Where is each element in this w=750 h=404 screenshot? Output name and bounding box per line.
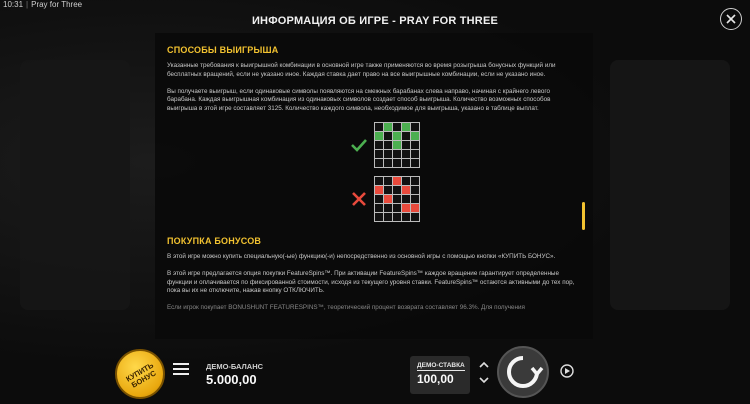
grid-cell [375, 195, 383, 203]
grid-cell [375, 186, 383, 194]
ways-paragraph-2: Вы получаете выигрыш, если одинаковые символы появляются на смежных барабанах слева направо, начиная с крайнего левого барабана. Каждая выигрышная комбинация из одинаковых символов создает способ выигрыша. Количество возможных способов выигрыша в этой игре составляет 3125. Количество каждого символа, необходимое для выигрыша, указано в таблице выплат. [167, 87, 551, 113]
grid-cell [402, 186, 410, 194]
menu-icon[interactable] [173, 363, 189, 377]
grid-cell [375, 141, 383, 149]
ways-paragraph-1: Указанные требования к выигрышной комбинации в основной игре также применяются во время розыгрыша бонусных функций или бесплатных вращений, если не указано иное. Каждая ставка дает право на все выигрышные комбинации, если не указано иное. [167, 62, 556, 78]
grid-cell [384, 150, 392, 158]
grid-cell [393, 141, 401, 149]
grid-cell [393, 132, 401, 140]
grid-cell [402, 132, 410, 140]
grid-cell [375, 213, 383, 221]
grid-cell [384, 177, 392, 185]
grid-cell [402, 141, 410, 149]
balance-value: 5.000,00 [206, 372, 257, 387]
grid-cell [411, 123, 419, 131]
grid-cell [384, 204, 392, 212]
chevron-down-icon[interactable] [478, 374, 490, 386]
spin-button[interactable] [497, 346, 549, 398]
buy-paragraph-2: В этой игре предлагается опция покупки FeatureSpins™. При активации FeatureSpins™ каждое вращение гарантирует определенные функции и оплачивается по фиксированной стоимости, исходя из текущего уровня ставки. FeatureSpins™ остаются активными до тех пор, пока вы их не отключите, нажав кнопку ОТКЛЮЧИТЬ. [167, 269, 575, 295]
status-bar: 10:31 | Pray for Three [3, 0, 83, 9]
grid-cell [384, 186, 392, 194]
grid-cell [411, 195, 419, 203]
grid-cell [393, 159, 401, 167]
grid-cell [411, 141, 419, 149]
grid-cell [384, 195, 392, 203]
chevron-up-icon[interactable] [478, 359, 490, 371]
grid-cell [402, 213, 410, 221]
grid-cell [402, 123, 410, 131]
dialog-title: ИНФОРМАЦИЯ ОБ ИГРЕ - PRAY FOR THREE [251, 15, 499, 27]
buy-bonus-label: КУПИТЬ БОНУС [124, 360, 158, 390]
lose-example [350, 176, 577, 222]
grid-cell [402, 195, 410, 203]
grid-cell [384, 123, 392, 131]
lose-grid [374, 176, 420, 222]
grid-cell [375, 177, 383, 185]
grid-cell [384, 132, 392, 140]
grid-cell [402, 177, 410, 185]
info-panel[interactable] [155, 33, 593, 339]
grid-cell [393, 213, 401, 221]
stake-label: ДЕМО-СТАВКА [417, 362, 465, 369]
grid-cell [375, 132, 383, 140]
clock: 10:31 [3, 0, 24, 9]
grid-cell [375, 123, 383, 131]
buy-title: ПОКУПКА БОНУСОВ [167, 235, 262, 246]
grid-cell [402, 204, 410, 212]
grid-cell [393, 204, 401, 212]
grid-cell [375, 150, 383, 158]
grid-cell [393, 123, 401, 131]
autoplay-icon[interactable] [559, 363, 575, 379]
ways-title: СПОСОБЫ ВЫИГРЫША [167, 45, 279, 55]
balance-label: ДЕМО-БАЛАНС [206, 362, 264, 371]
spin-icon [499, 348, 547, 396]
grid-cell [375, 159, 383, 167]
grid-cell [411, 150, 419, 158]
grid-cell [411, 177, 419, 185]
info-content [167, 45, 577, 321]
bottom-bar [0, 346, 750, 404]
grid-cell [375, 204, 383, 212]
check-icon [350, 136, 368, 154]
grid-cell [393, 150, 401, 158]
grid-cell [411, 186, 419, 194]
grid-cell [411, 213, 419, 221]
grid-cell [384, 213, 392, 221]
stake-value: 100,00 [417, 372, 454, 386]
grid-cell [384, 141, 392, 149]
scrollbar-thumb[interactable] [582, 202, 585, 230]
buy-paragraph-3: Если игрок покупает BONUSHUNT FEATURESPINS™, теоретический процент возврата составляет 96.3%. Для получения [167, 304, 525, 312]
grid-cell [411, 132, 419, 140]
close-icon [726, 14, 736, 24]
app-title: Pray for Three [31, 0, 83, 9]
win-grid [374, 122, 420, 168]
grid-cell [402, 159, 410, 167]
grid-cell [393, 186, 401, 194]
grid-cell [411, 204, 419, 212]
close-button[interactable] [720, 8, 742, 30]
win-example [350, 122, 577, 168]
grid-cell [393, 177, 401, 185]
grid-cell [384, 159, 392, 167]
cross-icon [350, 190, 368, 208]
grid-cell [411, 159, 419, 167]
buy-bonus-button[interactable] [115, 349, 165, 399]
grid-cell [402, 150, 410, 158]
buy-paragraph-1: В этой игре можно купить специальную(-ые) функцию(-и) непосредственно из основной игры с помощью кнопки «КУПИТЬ БОНУС». [167, 252, 556, 260]
grid-cell [393, 195, 401, 203]
